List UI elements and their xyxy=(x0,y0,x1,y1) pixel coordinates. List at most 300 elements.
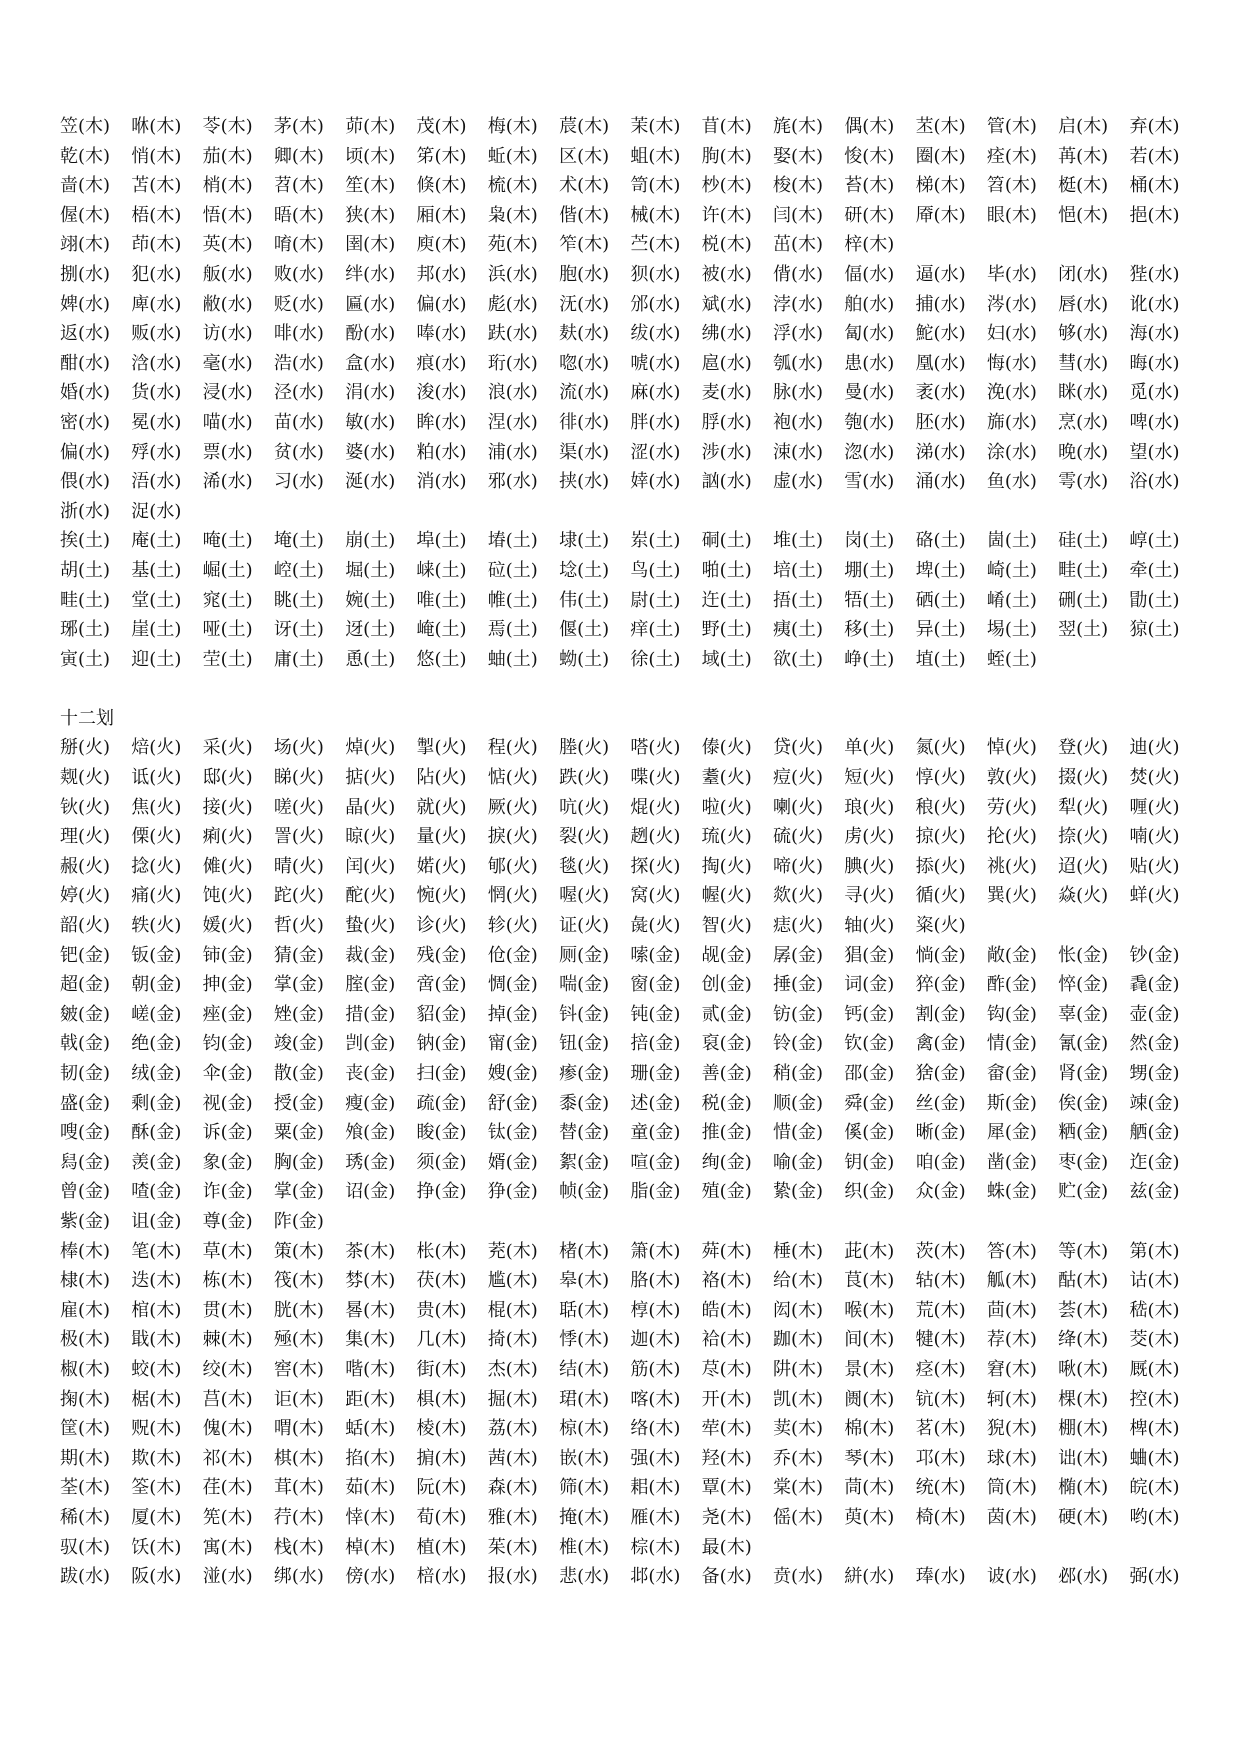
character-entry: 脬(水) xyxy=(701,411,752,433)
character-entry: 舒(金) xyxy=(487,1092,538,1114)
character-line xyxy=(60,733,1200,763)
character-line xyxy=(60,230,1200,260)
character-entry: 涂(水) xyxy=(986,441,1037,463)
character-entry: 惇(火) xyxy=(915,767,966,789)
character-entry: 笥(木) xyxy=(630,175,681,197)
character-entry: 朐(木) xyxy=(701,145,752,167)
character-entry: 痛(火) xyxy=(131,885,182,907)
character-entry: 悄(木) xyxy=(131,145,182,167)
character-line xyxy=(60,1059,1200,1089)
character-entry: 鸟(土) xyxy=(630,559,681,581)
character-entry: 尧(木) xyxy=(701,1506,752,1528)
character-entry: 笙(木) xyxy=(345,175,396,197)
character-entry: 貂(金) xyxy=(416,1003,467,1025)
character-entry: 割(金) xyxy=(915,1003,966,1025)
character-entry: 犯(水) xyxy=(131,263,182,285)
character-line xyxy=(60,1207,1200,1237)
character-entry: 茔(土) xyxy=(202,648,253,670)
character-entry: 寻(火) xyxy=(844,885,895,907)
character-entry: 矬(金) xyxy=(273,1003,324,1025)
character-entry: 集(木) xyxy=(345,1329,396,1351)
character-line xyxy=(60,615,1200,645)
character-entry: 淴(水) xyxy=(844,441,895,463)
character-entry: 述(金) xyxy=(630,1092,681,1114)
character-entry: 钩(金) xyxy=(986,1003,1037,1025)
character-entry: 钯(金) xyxy=(60,944,111,966)
character-entry: 峥(土) xyxy=(844,648,895,670)
character-entry: 浜(水) xyxy=(487,263,538,285)
character-entry: 椭(木) xyxy=(1058,1477,1109,1499)
character-entry: 苒(木) xyxy=(1058,145,1109,167)
character-entry: 埯(土) xyxy=(273,530,324,552)
character-entry: 瘦(金) xyxy=(345,1092,396,1114)
character-entry: 证(火) xyxy=(559,915,610,937)
character-entry: 视(金) xyxy=(202,1092,253,1114)
character-entry: 祧(火) xyxy=(986,855,1037,877)
character-entry: 蚯(木) xyxy=(487,145,538,167)
character-entry: 浛(水) xyxy=(131,352,182,374)
character-entry: 筐(木) xyxy=(60,1418,111,1440)
character-entry: 雇(木) xyxy=(60,1299,111,1321)
character-entry: 茸(木) xyxy=(273,1477,324,1499)
character-entry: 酡(火) xyxy=(345,885,396,907)
character-line xyxy=(60,1118,1200,1148)
character-entry: 浩(水) xyxy=(273,352,324,374)
character-entry: 单(火) xyxy=(844,737,895,759)
character-entry: 腟(金) xyxy=(345,974,396,996)
character-entry: 偝(水) xyxy=(772,263,824,285)
character-entry: 絷(金) xyxy=(772,1181,824,1203)
character-entry: 绞(木) xyxy=(202,1358,253,1380)
character-entry: 笠(木) xyxy=(60,116,111,137)
character-entry: 厦(木) xyxy=(131,1506,182,1528)
character-entry: 觇(金) xyxy=(701,944,752,966)
character-entry: 棘(木) xyxy=(202,1329,253,1351)
character-entry: 悔(水) xyxy=(986,352,1037,374)
character-entry: 晾(火) xyxy=(345,826,396,848)
character-entry: 消(水) xyxy=(416,471,467,493)
character-entry: 痣(火) xyxy=(772,915,824,937)
character-entry: 郇(火) xyxy=(487,855,538,877)
character-entry: 庾(木) xyxy=(416,234,467,256)
character-entry: 剩(金) xyxy=(131,1092,182,1114)
character-entry: 渠(水) xyxy=(559,441,610,463)
character-entry: 苜(木) xyxy=(701,116,752,137)
character-entry: 欺(木) xyxy=(131,1447,182,1469)
character-entry: 苕(木) xyxy=(273,175,324,197)
character-entry: 荈(木) xyxy=(701,1240,752,1262)
character-entry: 掌(金) xyxy=(273,1181,324,1203)
character-entry: 痢(火) xyxy=(202,826,253,848)
character-entry: 苎(木) xyxy=(630,234,681,256)
character-entry: 婚(水) xyxy=(60,382,111,404)
character-entry: 偓(木) xyxy=(60,204,111,226)
character-entry: 埭(土) xyxy=(559,530,610,552)
character-entry: 荦(木) xyxy=(701,1418,752,1440)
character-entry: 植(木) xyxy=(416,1536,467,1558)
character-entry: 贵(木) xyxy=(416,1299,467,1321)
character-entry: 栋(木) xyxy=(202,1270,253,1292)
character-entry: 晤(木) xyxy=(273,204,324,226)
character-entry: 诅(金) xyxy=(131,1210,182,1232)
character-entry: 蛛(金) xyxy=(986,1181,1037,1203)
character-entry: 幄(火) xyxy=(701,885,752,907)
character-entry: 贯(木) xyxy=(202,1299,253,1321)
character-entry: 惋(火) xyxy=(416,885,467,907)
character-entry: 绛(木) xyxy=(1058,1329,1109,1351)
character-entry: 雪(水) xyxy=(844,471,895,493)
character-line xyxy=(60,1355,1200,1385)
character-entry: 习(水) xyxy=(273,471,324,493)
character-entry: 管(木) xyxy=(986,116,1037,137)
character-entry: 戢(木) xyxy=(131,1329,182,1351)
character-entry: 帧(金) xyxy=(559,1181,610,1203)
character-line xyxy=(60,319,1200,349)
character-entry: 耜(木) xyxy=(630,1477,681,1499)
character-entry: 涎(水) xyxy=(345,471,396,493)
character-entry: 欻(火) xyxy=(772,885,824,907)
character-entry: 短(火) xyxy=(844,767,895,789)
character-entry: 晰(金) xyxy=(915,1122,966,1144)
character-entry: 岗(土) xyxy=(844,530,895,552)
character-entry: 硅(土) xyxy=(1058,530,1109,552)
character-entry: 圈(木) xyxy=(915,145,966,167)
character-entry: 棱(木) xyxy=(416,1418,467,1440)
character-entry: 唵(土) xyxy=(202,530,253,552)
character-entry: 傣(火) xyxy=(701,737,752,759)
character-line xyxy=(60,1266,1200,1296)
character-entry: 笮(木) xyxy=(559,234,610,256)
character-line xyxy=(60,1237,1200,1267)
character-entry: 琊(土) xyxy=(60,619,111,641)
character-entry: 茉(木) xyxy=(630,116,681,137)
character-entry: 掣(火) xyxy=(416,737,467,759)
character-entry: 詈(火) xyxy=(273,826,324,848)
character-entry: 傜(木) xyxy=(772,1506,824,1528)
character-entry: 弃(木) xyxy=(1129,116,1180,137)
character-entry: 啬(木) xyxy=(60,175,111,197)
character-line xyxy=(60,852,1200,882)
character-entry: 胚(水) xyxy=(915,411,966,433)
character-entry: 痕(水) xyxy=(416,352,467,374)
character-entry: 掰(火) xyxy=(60,737,111,759)
character-entry: 黍(金) xyxy=(559,1092,610,1114)
character-entry: 筒(木) xyxy=(986,1477,1037,1499)
character-entry: 惆(金) xyxy=(487,974,538,996)
character-entry: 琴(木) xyxy=(844,1447,895,1469)
character-entry: 焯(火) xyxy=(345,737,396,759)
character-entry: 茅(木) xyxy=(273,116,324,137)
character-entry: 邶(水) xyxy=(630,1566,681,1588)
character-entry: 棁(木) xyxy=(701,234,752,256)
character-entry: 研(木) xyxy=(844,204,895,226)
character-entry: 轸(火) xyxy=(487,915,538,937)
character-entry: 盒(水) xyxy=(345,352,396,374)
character-entry: 硬(木) xyxy=(1058,1506,1109,1528)
character-entry: 轲(木) xyxy=(986,1388,1037,1410)
character-entry: 猝(金) xyxy=(915,974,966,996)
character-entry: 喔(火) xyxy=(559,885,610,907)
character-entry: 椐(木) xyxy=(131,1388,182,1410)
character-entry: 梅(木) xyxy=(487,116,538,137)
character-entry: 乔(木) xyxy=(772,1447,824,1469)
character-entry: 笫(木) xyxy=(416,145,467,167)
character-entry: 阓(木) xyxy=(844,1388,895,1410)
character-entry: 场(火) xyxy=(273,737,324,759)
character-entry: 逼(水) xyxy=(915,263,966,285)
character-entry: 探(火) xyxy=(630,855,681,877)
character-entry: 焙(火) xyxy=(131,737,182,759)
character-entry: 唯(土) xyxy=(416,589,467,611)
character-entry: 唷(木) xyxy=(273,234,324,256)
character-entry: 乾(木) xyxy=(60,145,111,167)
character-entry: 疏(金) xyxy=(416,1092,467,1114)
character-entry: 畦(土) xyxy=(60,589,111,611)
character-line xyxy=(60,201,1200,231)
character-entry: 栈(木) xyxy=(273,1536,324,1558)
character-entry: 捻(火) xyxy=(131,855,182,877)
character-entry: 偎(水) xyxy=(60,471,111,493)
character-entry: 棚(木) xyxy=(1058,1418,1109,1440)
character-entry: 虚(水) xyxy=(772,471,824,493)
character-entry: 织(金) xyxy=(844,1181,895,1203)
character-entry: 阱(木) xyxy=(772,1358,824,1380)
character-entry: 崆(土) xyxy=(273,559,324,581)
character-entry: 韶(火) xyxy=(60,915,111,937)
character-entry: 惜(金) xyxy=(772,1122,824,1144)
character-entry: 旆(水) xyxy=(986,411,1037,433)
character-entry: 程(火) xyxy=(487,737,538,759)
character-entry: 迦(木) xyxy=(630,1329,681,1351)
character-entry: 创(金) xyxy=(701,974,752,996)
character-entry: 莒(木) xyxy=(202,1388,253,1410)
character-entry: 伞(金) xyxy=(202,1063,253,1084)
character-entry: 捩(火) xyxy=(487,826,538,848)
character-entry: 崞(土) xyxy=(1129,530,1180,552)
character-line xyxy=(60,378,1200,408)
character-entry: 苫(木) xyxy=(131,175,182,197)
character-entry: 埝(土) xyxy=(559,559,610,581)
character-entry: 竦(金) xyxy=(1129,1092,1180,1114)
character-entry: 浠(水) xyxy=(202,471,253,493)
character-entry: 彘(火) xyxy=(630,915,681,937)
character-entry: 极(木) xyxy=(60,1329,111,1351)
character-entry: 肾(金) xyxy=(1058,1063,1109,1084)
character-entry: 胳(木) xyxy=(630,1270,681,1292)
character-entry: 茵(木) xyxy=(986,1506,1037,1528)
document-page xyxy=(60,112,1200,1592)
character-line xyxy=(60,645,1200,675)
character-entry: 筋(木) xyxy=(630,1358,681,1380)
character-entry: 窘(木) xyxy=(986,1358,1037,1380)
character-entry: 𣲘(水) xyxy=(559,293,610,315)
character-entry: 珊(金) xyxy=(630,1063,681,1084)
character-entry: 厥(火) xyxy=(487,796,538,818)
character-entry: 浼(水) xyxy=(986,382,1037,404)
character-entry: 傀(木) xyxy=(202,1418,253,1440)
character-entry: 捺(火) xyxy=(1058,826,1109,848)
character-line xyxy=(60,526,1200,556)
character-entry: 贶(木) xyxy=(131,1418,182,1440)
character-entry: 迕(土) xyxy=(701,589,752,611)
character-entry: 喵(水) xyxy=(202,411,253,433)
character-entry: 紫(金) xyxy=(60,1210,111,1232)
character-entry: 啦(火) xyxy=(701,796,752,818)
character-entry: 械(木) xyxy=(630,204,681,226)
character-entry: 窗(金) xyxy=(630,974,681,996)
character-entry: 唇(水) xyxy=(1058,293,1109,315)
character-entry: 皋(木) xyxy=(559,1270,610,1292)
character-entry: 茼(木) xyxy=(844,1477,895,1499)
character-entry: 涉(水) xyxy=(701,441,752,463)
character-entry: 敞(金) xyxy=(986,944,1037,966)
character-entry: 怅(金) xyxy=(1058,944,1109,966)
character-entry: 殖(金) xyxy=(701,1181,752,1203)
character-entry: 喉(木) xyxy=(844,1299,895,1321)
character-line xyxy=(60,1000,1200,1030)
character-entry: 悲(水) xyxy=(559,1566,610,1588)
character-entry: 邠(水) xyxy=(630,293,681,315)
character-entry: 犀(金) xyxy=(986,1122,1037,1144)
character-entry: 圉(木) xyxy=(345,234,396,256)
character-entry: 傩(火) xyxy=(202,855,253,877)
character-entry: 哟(木) xyxy=(1129,1506,1180,1528)
character-entry: 掉(金) xyxy=(487,1003,538,1025)
character-entry: 笔(木) xyxy=(131,1240,182,1262)
character-entry: 茺(木) xyxy=(487,1240,538,1262)
character-entry: 喧(金) xyxy=(630,1151,681,1173)
character-entry: 邸(火) xyxy=(202,767,253,789)
character-line xyxy=(60,260,1200,290)
character-entry: 袍(水) xyxy=(772,411,824,433)
character-entry: 邲(水) xyxy=(1058,1566,1109,1588)
character-entry: 粕(水) xyxy=(416,441,467,463)
character-line xyxy=(60,763,1200,793)
character-entry: 涌(水) xyxy=(915,471,966,493)
character-entry: 闫(木) xyxy=(772,204,824,226)
character-entry: 钞(金) xyxy=(1129,944,1180,966)
character-entry: 诐(水) xyxy=(986,1566,1037,1588)
character-entry: 涅(水) xyxy=(487,411,538,433)
character-entry: 胞(水) xyxy=(559,263,610,285)
character-entry: 皴(金) xyxy=(60,1003,111,1025)
character-entry: 筏(木) xyxy=(273,1270,324,1292)
character-entry: 焚(火) xyxy=(1129,767,1180,789)
character-entry: 梢(木) xyxy=(202,175,253,197)
character-line xyxy=(60,112,1200,142)
character-entry: 祁(木) xyxy=(202,1447,253,1469)
character-entry: 野(土) xyxy=(701,619,752,641)
character-entry: 迓(土) xyxy=(345,619,396,641)
character-entry: 返(水) xyxy=(60,323,111,345)
character-entry: 涔(水) xyxy=(986,293,1037,315)
character-entry: 楮(木) xyxy=(559,1240,610,1262)
character-entry: 枨(木) xyxy=(416,1240,467,1262)
character-entry: 匐(水) xyxy=(844,323,895,345)
character-entry: 茨(木) xyxy=(915,1240,966,1262)
character-entry: 喱(火) xyxy=(1129,796,1180,818)
character-entry: 茶(木) xyxy=(345,1240,396,1262)
character-entry: 泾(水) xyxy=(273,382,324,404)
character-entry: 棹(木) xyxy=(345,1536,396,1558)
character-entry: 岽(土) xyxy=(630,530,681,552)
character-entry: 开(木) xyxy=(701,1388,752,1410)
character-entry: 粞(金) xyxy=(1058,1122,1109,1144)
character-entry: 皓(木) xyxy=(701,1299,752,1321)
character-entry: 梃(木) xyxy=(1058,175,1109,197)
character-entry: 兹(金) xyxy=(1129,1181,1180,1203)
character-entry: 毳(金) xyxy=(1129,974,1180,996)
character-entry: 铃(金) xyxy=(772,1033,824,1055)
character-entry: 闭(水) xyxy=(1058,263,1109,285)
character-entry: 氮(火) xyxy=(915,737,966,759)
character-entry: 期(木) xyxy=(60,1447,111,1469)
character-entry: 浴(水) xyxy=(1129,471,1180,493)
character-entry: 梯(木) xyxy=(915,175,966,197)
character-entry: 厣(木) xyxy=(915,204,966,226)
character-entry: 酥(金) xyxy=(131,1122,182,1144)
character-entry: 钦(金) xyxy=(844,1033,895,1055)
character-entry: 啪(土) xyxy=(701,559,752,581)
character-entry: 挟(水) xyxy=(559,471,610,493)
character-entry: 酣(水) xyxy=(60,352,111,374)
character-entry: 钣(金) xyxy=(131,944,182,966)
character-entry: 觚(木) xyxy=(986,1270,1037,1292)
character-entry: 贲(水) xyxy=(772,1566,824,1588)
character-entry: 咻(木) xyxy=(131,116,182,137)
character-entry: 硫(火) xyxy=(772,826,824,848)
character-entry: 堂(土) xyxy=(131,589,182,611)
character-entry: 崛(土) xyxy=(202,559,253,581)
character-entry: 筅(木) xyxy=(202,1506,253,1528)
character-entry: 麻(水) xyxy=(630,382,681,404)
character-entry: 贬(水) xyxy=(273,293,324,315)
character-entry: 讵(木) xyxy=(273,1388,324,1410)
character-entry: 捕(水) xyxy=(915,293,966,315)
character-entry: 荀(木) xyxy=(416,1506,467,1528)
character-entry: 悠(土) xyxy=(416,648,467,670)
character-entry: 棍(木) xyxy=(487,1299,538,1321)
character-entry: 殛(木) xyxy=(273,1329,324,1351)
character-entry: 桶(木) xyxy=(1129,175,1180,197)
character-entry: 凯(木) xyxy=(772,1388,824,1410)
character-entry: 盛(金) xyxy=(60,1092,111,1114)
character-entry: 猖(金) xyxy=(844,944,895,966)
character-entry: 剀(金) xyxy=(345,1033,396,1055)
character-entry: 毫(水) xyxy=(202,352,253,374)
character-entry: 掘(木) xyxy=(487,1388,538,1410)
character-entry: 讶(土) xyxy=(273,619,324,641)
character-entry: 苤(木) xyxy=(915,116,966,137)
character-entry: 嵇(木) xyxy=(1129,1299,1180,1321)
character-entry: 偶(木) xyxy=(844,116,895,137)
character-entry: 晦(水) xyxy=(1129,352,1180,374)
character-entry: 报(水) xyxy=(487,1566,538,1588)
character-entry: 敝(水) xyxy=(202,293,253,315)
character-line xyxy=(60,1473,1200,1503)
character-entry: 掎(木) xyxy=(487,1329,538,1351)
character-entry: 贩(水) xyxy=(131,323,182,345)
character-entry: 绋(水) xyxy=(701,323,752,345)
character-entry: 喳(金) xyxy=(131,1181,182,1203)
character-entry: 诈(金) xyxy=(202,1181,253,1203)
character-entry: 浸(水) xyxy=(202,382,253,404)
character-entry: 蛟(木) xyxy=(131,1358,182,1380)
character-entry: 舾(金) xyxy=(1129,1122,1180,1144)
character-entry: 词(金) xyxy=(844,974,895,996)
character-entry: 羡(金) xyxy=(131,1151,182,1173)
character-entry: 浙(水) xyxy=(60,500,111,522)
